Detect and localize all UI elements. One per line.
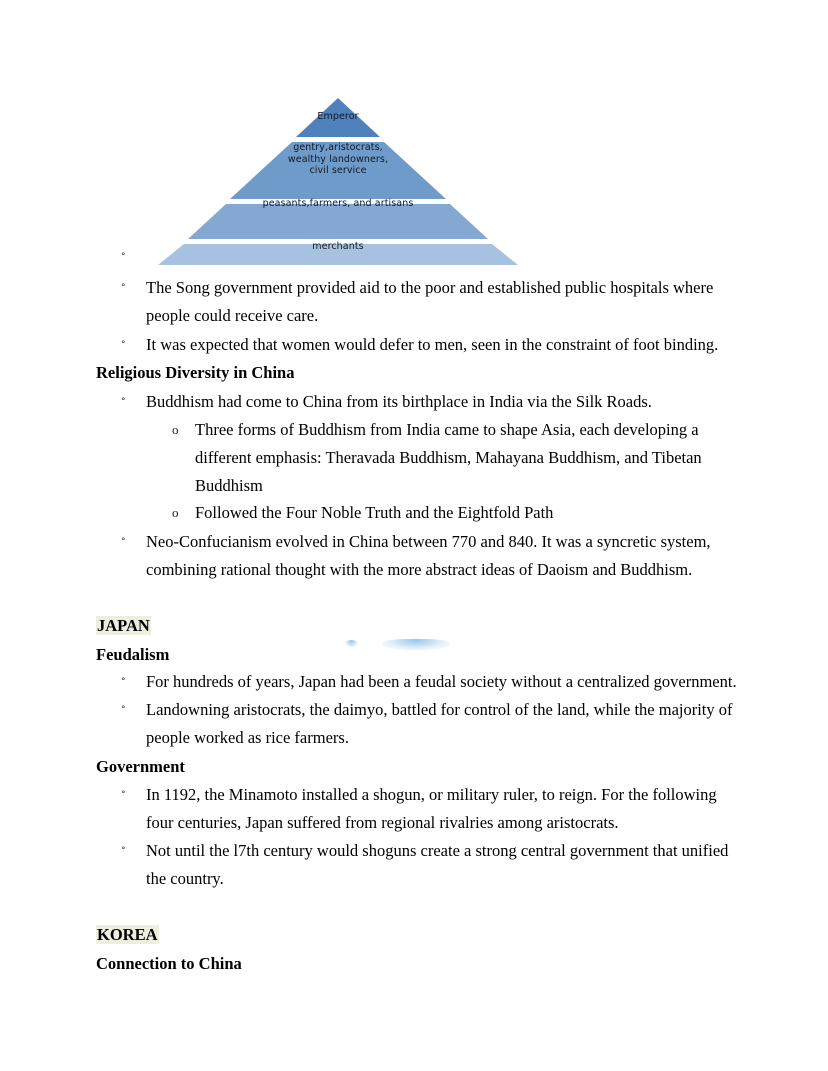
- pyramid-tier-label-2-line-2: wealthy landowners,: [287, 153, 389, 165]
- bullet-text: The Song government provided aid to the poor and established public hospitals where: [146, 278, 714, 297]
- pyramid-tier-label-3: peasants,farmers, and artisans: [262, 198, 414, 209]
- bullet-marker: °: [121, 537, 126, 547]
- sub-bullet-text: different emphasis: Theravada Buddhism, Mahayana Buddhism, and Tibetan: [195, 448, 702, 467]
- bullet-marker: °: [121, 677, 126, 687]
- bullet-text: four centuries, Japan suffered from regional rivalries among aristocrats.: [146, 813, 619, 832]
- section-heading-korea: [96, 921, 159, 950]
- bullet-marker: °: [121, 283, 126, 293]
- blue-smudge-artifact-left: [345, 640, 358, 647]
- bullet-text: Neo-Confucianism evolved in China between 770 and 840. It was a syncretic system,: [146, 532, 711, 551]
- bullet-text: people worked as rice farmers.: [146, 728, 349, 747]
- bullet-text: For hundreds of years, Japan had been a feudal society without a centralized government.: [146, 672, 737, 691]
- bullet-text: Landowning aristocrats, the daimyo, battled for control of the land, while the majority of: [146, 700, 733, 719]
- bullet-marker: °: [121, 340, 126, 350]
- section-heading-religious-diversity: Religious Diversity in China: [96, 363, 295, 382]
- bullet-marker: °: [121, 705, 126, 715]
- bullet-text: Buddhism had come to China from its birthplace in India via the Silk Roads.: [146, 392, 652, 411]
- section-heading-japan-text: JAPAN: [97, 616, 150, 635]
- bullet-marker: °: [121, 397, 126, 407]
- social-hierarchy-pyramid: [158, 98, 518, 265]
- bullet-text: It was expected that women would defer to men, seen in the constraint of foot binding.: [146, 335, 719, 354]
- pyramid-shape: [158, 98, 518, 265]
- pyramid-tier-label-2: [158, 142, 518, 177]
- sub-bullet-marker: o: [172, 505, 179, 520]
- section-heading-korea-text: KOREA: [97, 925, 158, 944]
- blue-smudge-artifact-right: [383, 639, 449, 650]
- sub-bullet-text: Buddhism: [195, 476, 263, 495]
- pyramid-tier-label-2-line-1: gentry,aristocrats,: [293, 142, 383, 153]
- section-heading-government: Government: [96, 757, 185, 776]
- section-heading-japan: [96, 612, 151, 641]
- bullet-marker: °: [121, 846, 126, 856]
- section-heading-feudalism: Feudalism: [96, 645, 170, 664]
- bullet-text: the country.: [146, 869, 224, 888]
- pyramid-tier-label-1: Emperor: [317, 111, 359, 122]
- bullet-marker-image: °: [121, 252, 126, 262]
- section-heading-connection-to-china: Connection to China: [96, 954, 242, 973]
- bullet-text: combining rational thought with the more abstract ideas of Daoism and Buddhism.: [146, 560, 693, 579]
- sub-bullet-text: Followed the Four Noble Truth and the Eightfold Path: [195, 503, 554, 522]
- pyramid-tier-label-4: merchants: [312, 241, 364, 252]
- bullet-text: In 1192, the Minamoto installed a shogun, or military ruler, to reign. For the following: [146, 785, 717, 804]
- pyramid-tier-label-2-line-3: civil service: [309, 165, 367, 176]
- sub-bullet-marker: o: [172, 422, 179, 437]
- sub-bullet-text: Three forms of Buddhism from India came to shape Asia, each developing a: [195, 420, 699, 439]
- bullet-text: Not until the l7th century would shoguns create a strong central government that unified: [146, 841, 729, 860]
- bullet-marker: °: [121, 790, 126, 800]
- bullet-text: people could receive care.: [146, 306, 319, 325]
